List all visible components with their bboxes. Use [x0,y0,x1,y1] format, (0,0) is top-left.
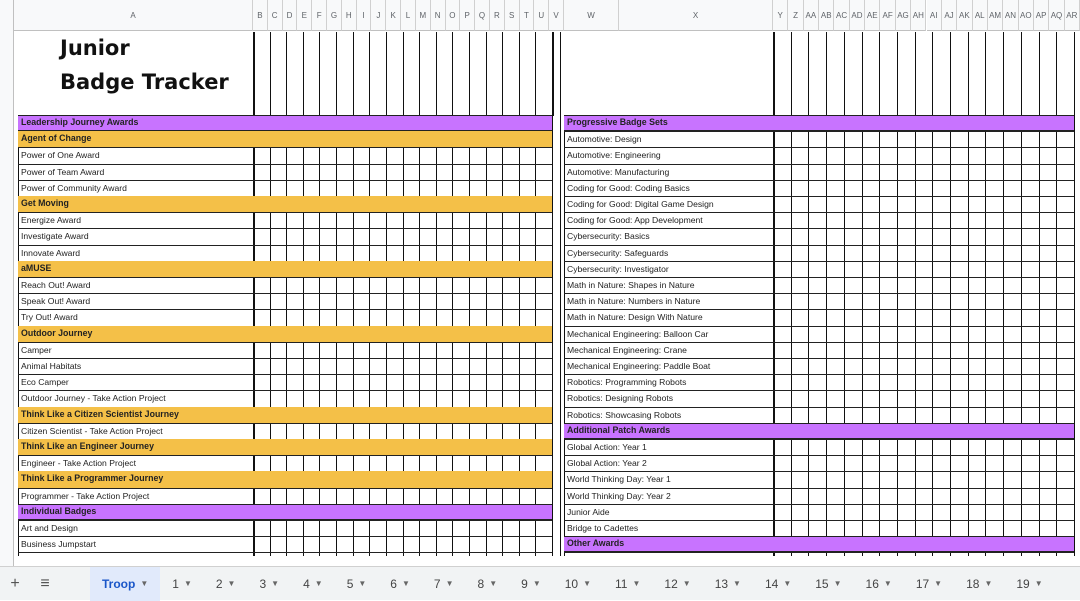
row-line [18,520,552,521]
badge-row-label[interactable]: World Thinking Day: Year 2 [567,490,671,501]
badge-row-label[interactable]: Cybersecurity: Basics [567,231,650,242]
sheet-tab[interactable] [422,567,466,601]
badge-row-label[interactable]: World Thinking Day: Year 1 [567,474,671,485]
sheet-tab-label: 1 [172,576,179,591]
column-header[interactable]: Z [788,0,803,31]
badge-row-label[interactable]: Bridge to Cadettes [567,523,639,533]
badge-row-label[interactable]: Power of Team Award [21,166,105,177]
badge-row-label[interactable]: Innovate Award [21,247,81,258]
column-header[interactable]: T [520,0,535,31]
sheet-tab[interactable] [703,567,753,601]
badge-row-label[interactable]: Power of Community Award [21,182,127,193]
sheet-tab[interactable] [291,567,335,601]
caret-down-icon[interactable]: ▼ [934,579,943,588]
column-header[interactable]: H [342,0,357,31]
badge-row-label[interactable]: Business Jumpstart [21,539,96,550]
column-header[interactable]: Y [773,0,788,31]
row-line [18,536,552,537]
row-line [18,552,552,553]
badge-row-label[interactable]: Engineer - Take Action Project [21,458,136,469]
caret-down-icon[interactable]: ▼ [358,579,367,588]
caret-down-icon[interactable]: ▼ [833,579,842,588]
sheet-tab[interactable] [954,567,1004,601]
column-header[interactable]: R [490,0,505,31]
column-header[interactable]: Q [475,0,490,31]
column-header[interactable]: O [446,0,461,31]
badge-row-label[interactable]: Robotics: Designing Robots [567,393,674,404]
grid-column-line [1074,32,1075,556]
caret-down-icon[interactable]: ▼ [783,579,792,588]
column-header[interactable]: A [14,0,253,31]
journey-header-label: aMUSE [21,262,52,273]
sheet-tab[interactable] [335,567,379,601]
caret-down-icon[interactable]: ▼ [445,579,454,588]
sheet-tab-label: 8 [477,576,485,591]
caret-down-icon[interactable]: ▼ [183,579,192,588]
title-block [18,32,252,114]
sheet-tab-label: 7 [433,576,441,591]
row-line [18,228,552,229]
badge-row-label[interactable]: Coding for Good: Coding Basics [567,182,690,193]
sheet-tab-label: 15 [815,576,829,591]
badge-row-label[interactable]: Reach Out! Award [21,280,91,290]
sheet-tab-label: 17 [915,576,930,591]
row-line [18,342,552,343]
sheet-tabs [90,567,1055,601]
badge-row-label[interactable]: Try Out! Award [21,312,78,323]
journey-header-label: Think Like a Citizen Scientist Journey [21,408,179,419]
badge-row-label[interactable]: Math in Nature: Numbers in Nature [567,296,701,307]
column-header[interactable]: AN [1003,0,1018,31]
section-header-label: Leadership Journey Awards [21,117,139,127]
section-header-label: Other Awards [567,538,625,549]
caret-down-icon[interactable]: ▼ [682,579,691,588]
column-header[interactable]: J [371,0,386,31]
badge-row-label[interactable]: Math in Nature: Shapes in Nature [567,280,695,290]
sheet-tab[interactable] [854,567,904,601]
badge-row-label[interactable]: Global Action: Year 2 [567,458,647,469]
caret-down-icon[interactable]: ▼ [733,579,741,588]
column-header[interactable]: AO [1019,0,1034,31]
grid-column-line [560,32,561,556]
sheet-tab[interactable] [1004,567,1054,601]
column-header[interactable]: AE [865,0,880,31]
column-header[interactable]: S [505,0,520,31]
badge-row-label[interactable]: Cybersecurity: Safeguards [567,247,669,258]
column-header[interactable]: AK [957,0,972,31]
caret-down-icon[interactable]: ▼ [271,579,280,588]
sheet-tab[interactable] [160,567,204,601]
badge-row-label[interactable]: Automotive: Manufacturing [567,166,670,177]
row-number-gutter[interactable] [0,0,14,566]
column-header[interactable]: L [401,0,416,31]
column-header[interactable]: C [268,0,283,31]
column-header[interactable]: B [253,0,268,31]
badge-row-label[interactable]: Mechanical Engineering: Crane [567,344,687,355]
badge-row-label[interactable]: Robotics: Programming Robots [567,377,687,388]
badge-row-label[interactable]: Global Action: Year 1 [567,442,647,452]
column-header[interactable]: AJ [942,0,957,31]
caret-down-icon[interactable]: ▼ [227,579,236,588]
sheet-tab-label: 4 [303,576,310,591]
badge-row-label[interactable]: Animal Habitats [21,361,82,371]
sheet-tab[interactable] [904,567,954,601]
badge-row-label[interactable]: Outdoor Journey - Take Action Project [21,393,166,404]
caret-down-icon[interactable]: ▼ [883,579,892,588]
sheet-tab-label: 5 [346,576,354,591]
caret-down-icon[interactable]: ▼ [401,579,410,588]
sheet-tab-label: 14 [764,576,779,591]
journey-header-label: Get Moving [21,198,69,208]
add-sheet-icon[interactable]: + [10,574,20,592]
sheet-tab[interactable] [509,567,553,601]
sheet-tab[interactable] [652,567,702,601]
column-header[interactable]: AF [880,0,895,31]
sheet-tab-label: 13 [714,576,729,591]
row-line [18,374,552,375]
row-line [564,504,1074,505]
journey-header-band [18,326,552,342]
sheet-tab-label: 2 [215,576,223,591]
sheet-tab[interactable] [553,567,603,601]
column-header[interactable]: D [283,0,298,31]
caret-down-icon[interactable]: ▼ [140,579,149,588]
column-header[interactable]: AH [911,0,926,31]
column-header[interactable]: AP [1034,0,1049,31]
sheet-tabs-bar [0,566,1080,600]
badge-row-label[interactable]: Eco Camper [21,377,69,388]
journey-header-label: Agent of Change [21,133,92,144]
column-header[interactable]: E [297,0,312,31]
badge-row-label[interactable]: Camper [21,344,52,355]
column-header[interactable]: AM [988,0,1003,31]
badge-row-label[interactable]: Programmer - Take Action Project [21,490,150,501]
sheet-tab[interactable] [803,567,853,601]
column-header[interactable]: F [312,0,327,31]
badge-row-label[interactable]: Coding for Good: Digital Game Design [567,199,714,209]
sheet-tab-label: 9 [521,576,528,591]
caret-down-icon[interactable]: ▼ [583,579,592,588]
title-line-1: Junior [60,36,130,60]
badge-row-label[interactable]: Investigate Award [21,231,89,242]
column-header[interactable]: AA [804,0,819,31]
column-header[interactable]: P [460,0,475,31]
column-header[interactable]: X [619,0,773,31]
badge-row-label[interactable]: Power of One Award [21,150,100,161]
badge-row-label[interactable]: Cybersecurity: Investigator [567,263,669,274]
caret-down-icon[interactable]: ▼ [314,579,323,588]
badge-row-label[interactable]: Energize Award [21,215,82,226]
sheet-tab[interactable] [603,567,652,601]
badge-row-label[interactable]: Speak Out! Award [21,296,91,307]
journey-header-band [18,131,552,147]
row-line [564,520,1074,521]
sheet-tab[interactable] [247,567,291,601]
all-sheets-menu-icon[interactable]: ≡ [40,574,50,592]
row-line [18,293,552,294]
row-line [18,245,552,246]
section-header-label: Progressive Badge Sets [567,117,668,127]
column-header[interactable]: V [549,0,564,31]
row-line [18,358,552,359]
sheet-tab[interactable] [90,567,160,601]
caret-down-icon[interactable]: ▼ [489,579,498,588]
column-header[interactable]: I [357,0,372,31]
sheet-tab-label: 12 [664,576,678,591]
column-header[interactable]: N [431,0,446,31]
row-line [564,552,1074,553]
badge-row-label[interactable]: Mechanical Engineering: Paddle Boat [567,361,711,371]
sheet-tab-label: Troop [102,576,136,591]
badge-row-label[interactable]: Automotive: Engineering [567,150,661,161]
title-line-2: Badge Tracker [60,70,229,94]
column-header[interactable]: W [564,0,619,31]
journey-header-label: Think Like an Engineer Journey [21,441,154,451]
section-header-label: Individual Badges [21,505,97,516]
badge-row-label[interactable]: Mechanical Engineering: Balloon Car [567,328,709,339]
column-header[interactable]: AB [819,0,834,31]
caret-down-icon[interactable]: ▼ [632,579,641,588]
journey-header-band [18,196,552,212]
sheet-tab[interactable] [204,567,248,601]
sheet-tab-label: 11 [615,576,628,591]
caret-down-icon[interactable]: ▼ [1034,579,1043,588]
badge-row-label[interactable]: Junior Aide [567,506,610,517]
badge-row-label[interactable]: Math in Nature: Design With Nature [567,312,703,323]
column-header[interactable]: AG [896,0,911,31]
column-header[interactable]: AQ [1049,0,1064,31]
caret-down-icon[interactable]: ▼ [984,579,993,588]
column-header[interactable]: AD [850,0,865,31]
sheet-tab-label: 6 [390,576,397,591]
column-header[interactable]: AR [1065,0,1080,31]
column-header[interactable]: U [534,0,549,31]
sheet-tab-label: 3 [259,576,267,591]
journey-header-label: Think Like a Programmer Journey [21,473,164,484]
row-line [18,309,552,310]
section-header-band [18,504,552,520]
grid-column-line [552,32,554,116]
column-header[interactable]: K [386,0,401,31]
badge-row-label[interactable]: Robotics: Showcasing Robots [567,409,682,420]
sheet-tab[interactable] [466,567,510,601]
column-header[interactable]: AL [973,0,988,31]
sheet-tab-label: 10 [564,576,579,591]
column-header[interactable]: AI [927,0,942,31]
column-header[interactable]: M [416,0,431,31]
row-line [18,277,552,278]
sheet-tab-label: 19 [1016,576,1030,591]
sheet-tab-label: 18 [966,576,980,591]
sheet-tab-label: 16 [865,576,879,591]
section-header-band [564,536,1074,552]
badge-row-label[interactable]: Citizen Scientist - Take Action Project [21,425,163,436]
badge-row-label[interactable]: Art and Design [21,523,78,533]
column-header[interactable]: AC [834,0,849,31]
section-header-label: Additional Patch Awards [567,424,671,435]
sheet-tab[interactable] [753,567,803,601]
badge-row-label[interactable]: Coding for Good: App Development [567,215,703,226]
journey-header-band [18,261,552,277]
sheet-tab[interactable] [378,567,422,601]
row-line [18,212,552,213]
caret-down-icon[interactable]: ▼ [532,579,541,588]
column-header[interactable]: G [327,0,342,31]
badge-row-label[interactable]: Automotive: Design [567,134,642,145]
journey-header-label: Outdoor Journey [21,327,93,338]
